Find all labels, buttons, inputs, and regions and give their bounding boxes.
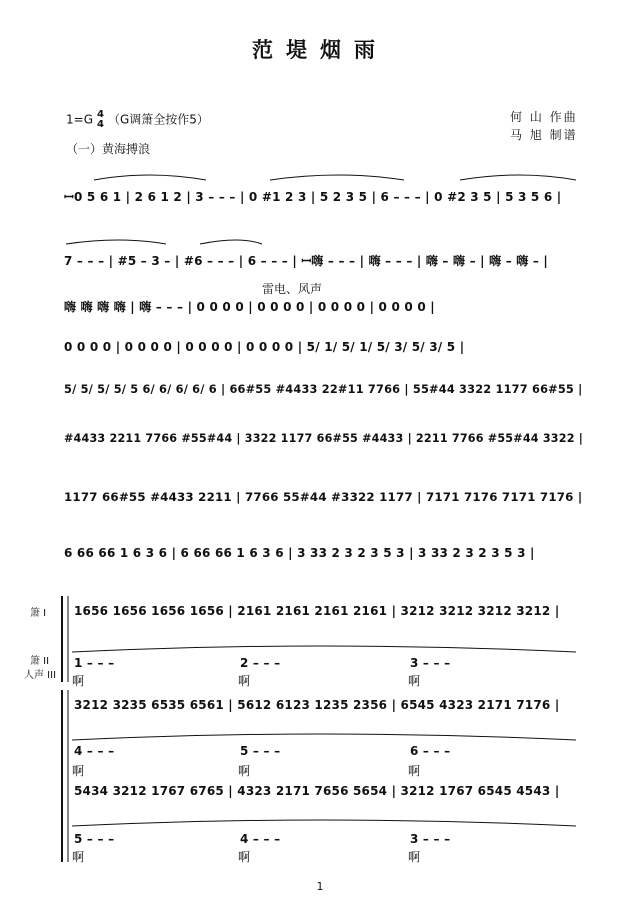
section-heading: （一）黄海搏浪 bbox=[66, 142, 151, 156]
system-2-lyric-1: 啊 bbox=[72, 764, 85, 778]
composer-credit: 何 山 作曲 bbox=[510, 110, 578, 124]
page-title: 范堤烟雨 bbox=[252, 37, 388, 62]
system-1-lyric-1: 啊 bbox=[72, 674, 85, 688]
system-3-bottom-measure-1: 5 – – – bbox=[74, 832, 115, 846]
system-1-lyric-2: 啊 bbox=[238, 674, 251, 688]
system-2-bottom-measure-3: 6 – – – bbox=[410, 744, 451, 758]
system-1-bottom-measure-2: 2 – – – bbox=[240, 656, 281, 670]
system-3-lyric-1: 啊 bbox=[72, 850, 85, 864]
system-1-lyric-3: 啊 bbox=[408, 674, 421, 688]
system-1-bottom-measure-1: 1 – – – bbox=[74, 656, 115, 670]
notation-line-4: 0 0 0 0 | 0 0 0 0 | 0 0 0 0 | 0 0 0 0 | 5/ 1/ 5/ 1/ 5/ 3/ 5/ 3/ 5 | bbox=[64, 340, 465, 354]
arranger-credit: 马 旭 制谱 bbox=[510, 128, 578, 142]
notation-line-2: 7 – – – | #5 – 3 – | #6 – – – | 6 – – – | ꟷ嗨 – – – | 嗨 – – – | 嗨 – 嗨 – | 嗨 – 嗨 – | bbox=[64, 254, 549, 268]
key-signature bbox=[66, 110, 209, 130]
notation-line-7: 1177 66#55 #4433 2211 | 7766 55#44 #3322 1177 | 7171 7176 7171 7176 | bbox=[64, 490, 583, 504]
meter-bottom: 4 bbox=[97, 119, 104, 130]
notation-line-8: 6 66 66 1 6 3 6 | 6 66 66 1 6 3 6 | 3 33 2 3 2 3 5 3 | 3 33 2 3 2 3 5 3 | bbox=[64, 546, 535, 560]
system-2-bottom-measure-1: 4 – – – bbox=[74, 744, 115, 758]
notation-line-6: #4433 2211 7766 #55#44 | 3322 1177 66#55 #4433 | 2211 7766 #55#44 3322 | bbox=[64, 432, 584, 445]
system-2-lyric-3: 啊 bbox=[408, 764, 421, 778]
system-3-bottom-measure-2: 4 – – – bbox=[240, 832, 281, 846]
part-label-xiao-2: 箫 II bbox=[30, 656, 50, 667]
system-1-top-voice: 1656 1656 1656 1656 | 2161 2161 2161 2161 | 3212 3212 3212 3212 | bbox=[74, 604, 560, 618]
system-2-bottom-measure-2: 5 – – – bbox=[240, 744, 281, 758]
system-2-top-voice: 3212 3235 6535 6561 | 5612 6123 1235 2356 | 6545 4323 2171 7176 | bbox=[74, 698, 560, 712]
time-signature bbox=[97, 110, 104, 130]
system-3-lyric-2: 啊 bbox=[238, 850, 251, 864]
part-label-xiao-1: 箫 I bbox=[30, 608, 47, 619]
system-3-top-voice: 5434 3212 1767 6765 | 4323 2171 7656 5654 | 3212 1767 6545 4543 | bbox=[74, 784, 560, 798]
notation-line-1: ꟷ0 5 6 1 | 2 6 1 2 | 3 – – – | 0 #1 2 3 | 5 2 3 5 | 6 – – – | 0 #2 3 5 | 5 3 5 6 | bbox=[64, 190, 562, 204]
key-prefix: 1=G bbox=[66, 112, 93, 127]
system-3-lyric-3: 啊 bbox=[408, 850, 421, 864]
page-number: 1 bbox=[316, 880, 324, 893]
notation-line-5: 5/ 5/ 5/ 5/ 5 6/ 6/ 6/ 6/ 6 | 66#55 #4433 22#11 7766 | 55#44 3322 1177 66#55 | bbox=[64, 382, 583, 396]
key-note: （G调箫全按作5） bbox=[107, 112, 209, 127]
sound-effect-annotation: 雷电、风声 bbox=[262, 282, 323, 296]
system-2-lyric-2: 啊 bbox=[238, 764, 251, 778]
meter-top: 4 bbox=[97, 109, 104, 120]
notation-line-3: 嗨 嗨 嗨 嗨 | 嗨 – – – | 0 0 0 0 | 0 0 0 0 | 0 0 0 0 | 0 0 0 0 | bbox=[64, 300, 435, 314]
system-3-bottom-measure-3: 3 – – – bbox=[410, 832, 451, 846]
system-1-bottom-measure-3: 3 – – – bbox=[410, 656, 451, 670]
part-label-voice-3: 人声 III bbox=[24, 670, 57, 681]
